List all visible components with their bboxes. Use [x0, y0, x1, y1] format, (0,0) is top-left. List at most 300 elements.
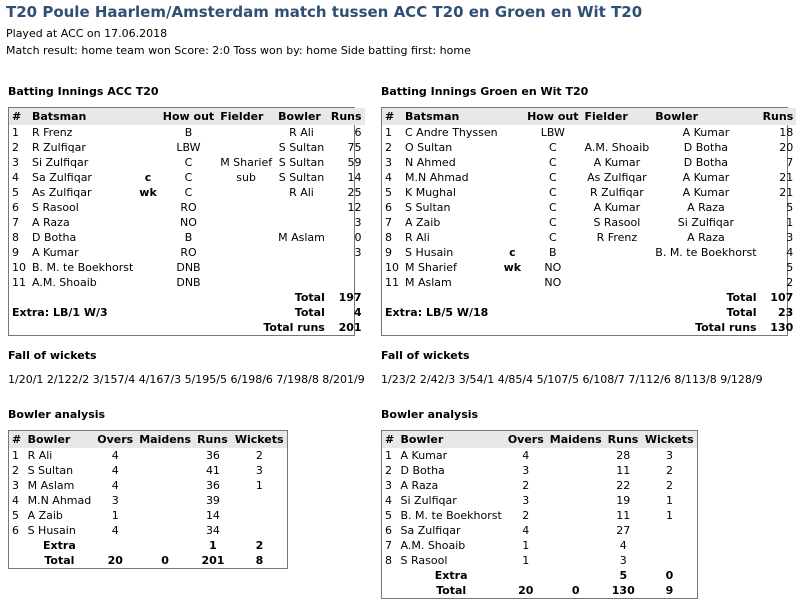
row-num: 1: [12, 126, 19, 139]
row-num: 3: [385, 479, 392, 492]
extras-label: Total: [726, 306, 757, 319]
fielder: S Rasool: [593, 216, 641, 229]
wickets: 1: [665, 494, 673, 507]
maidens: [547, 463, 605, 478]
row-num: 7: [12, 216, 19, 229]
batsman-name: K Mughal: [405, 186, 456, 199]
bowler: [275, 275, 328, 290]
batsman-role: c: [509, 246, 516, 259]
batsman-name: C Andre Thyssen: [405, 126, 498, 139]
how-out: C: [548, 171, 557, 184]
bowler: [275, 215, 328, 230]
overs: 4: [522, 524, 530, 537]
played-info: Played at ACC on 17.06.2018: [6, 27, 168, 40]
fielder: [217, 245, 275, 260]
fielder: [217, 215, 275, 230]
batsman-role: [136, 140, 159, 155]
bowling-row: [382, 478, 697, 493]
batting-row: [9, 275, 365, 290]
runs: 18: [779, 126, 794, 139]
bowler: Si Zulfiqar: [677, 216, 735, 229]
batting-row: [9, 260, 365, 275]
total-runs-value: 201: [338, 321, 362, 334]
how-out: C: [184, 171, 193, 184]
bowl-total-runs: 201: [201, 554, 225, 567]
bowling-row: [9, 493, 287, 508]
bowling-row: [382, 553, 697, 568]
overs: 4: [111, 449, 119, 462]
wickets: [642, 538, 697, 553]
how-out: DNB: [176, 276, 201, 289]
wickets: 1: [255, 479, 263, 492]
row-num: 5: [12, 186, 19, 199]
wickets: [232, 508, 287, 523]
row-num: 9: [385, 246, 392, 259]
row-num: 2: [385, 141, 392, 154]
batsman-role: [501, 230, 524, 245]
wickets: 2: [255, 449, 263, 462]
batting-row: [382, 260, 796, 275]
batting-rows: [382, 125, 796, 290]
batsman-role: [136, 275, 159, 290]
total-runs-label: Total runs: [695, 321, 757, 334]
how-out: C: [548, 186, 557, 199]
fow-text: 1/23/2 2/42/3 3/54/1 4/85/4 5/107/5 6/108/7 7/112/6 8/113/8 9/128/9: [381, 373, 763, 386]
runs: 4: [619, 539, 627, 552]
how-out: C: [184, 156, 193, 169]
batsman-role: [136, 200, 159, 215]
how-out: DNB: [176, 261, 201, 274]
bowler: B. M. te Boekhorst: [655, 246, 757, 259]
fielder: R Zulfiqar: [589, 186, 644, 199]
batting-row: [382, 140, 796, 155]
row-num: 4: [385, 494, 392, 507]
bowler-name: B. M. te Boekhorst: [400, 509, 502, 522]
batsman-name: As Zulfiqar: [32, 186, 92, 199]
runs: 39: [205, 494, 220, 507]
batting-row: [9, 155, 365, 170]
maidens: [136, 523, 194, 538]
row-num: 1: [385, 449, 392, 462]
bowler-name: A.M. Shoaib: [400, 539, 466, 552]
bowler-name: S Rasool: [400, 554, 448, 567]
col-batsman: Batsman: [29, 108, 136, 125]
batsman-role: [136, 155, 159, 170]
row-num: 4: [12, 171, 19, 184]
bowling-row: [9, 478, 287, 493]
how-out: B: [184, 231, 193, 244]
col-howout: How out: [524, 108, 581, 125]
row-num: 8: [12, 231, 19, 244]
total-runs-label: Total runs: [263, 321, 325, 334]
bowling-rows: [9, 448, 287, 538]
runs: 0: [354, 231, 362, 244]
batsman-role: [136, 260, 159, 275]
maidens: [136, 478, 194, 493]
bowl-total-runs: 130: [611, 584, 635, 597]
runs: 28: [616, 449, 631, 462]
total-label: Total: [294, 291, 325, 304]
runs: 36: [205, 479, 220, 492]
batsman-role: wk: [503, 261, 522, 274]
bowler: A Kumar: [682, 186, 730, 199]
col-runs: Runs: [760, 108, 797, 125]
bcol-overs: Overs: [94, 431, 136, 448]
batting-rows: [9, 125, 365, 290]
row-num: 11: [385, 276, 399, 289]
row-num: 5: [12, 509, 19, 522]
overs: 1: [522, 539, 530, 552]
match-result: Match result: home team won Score: 2:0 Toss won by: home Side batting first: home: [6, 44, 471, 57]
maidens: [547, 478, 605, 493]
fielder: A Kumar: [593, 201, 641, 214]
batsman-name: B. M. te Boekhorst: [32, 261, 134, 274]
bowler: A Kumar: [682, 171, 730, 184]
maidens: [547, 493, 605, 508]
row-num: 6: [12, 201, 19, 214]
row-num: 11: [12, 276, 26, 289]
runs: 12: [347, 201, 362, 214]
batting-row: [382, 245, 796, 260]
maidens: [547, 553, 605, 568]
batsman-name: O Sultan: [405, 141, 453, 154]
bcol-num: #: [9, 431, 25, 448]
fow-heading: Fall of wickets: [8, 349, 97, 362]
wickets: 2: [665, 464, 673, 477]
fielder: As Zulfiqar: [587, 171, 647, 184]
runs: 20: [779, 141, 794, 154]
overs: 4: [522, 449, 530, 462]
fielder: [582, 260, 653, 275]
bowler: M Aslam: [278, 231, 325, 244]
total-value: 197: [338, 291, 362, 304]
row-num: 1: [385, 126, 392, 139]
fielder: [582, 245, 653, 260]
runs: 5: [786, 261, 794, 274]
bowler: [275, 245, 328, 260]
batsman-name: S Rasool: [32, 201, 79, 214]
batting-row: [382, 215, 796, 230]
how-out: LBW: [176, 141, 201, 154]
bowler: A Raza: [687, 231, 725, 244]
how-out: C: [184, 186, 193, 199]
bowler: S Sultan: [278, 171, 325, 184]
fielder: [217, 125, 275, 140]
batsman-name: N Ahmed: [405, 156, 456, 169]
col-bowler: Bowler: [652, 108, 759, 125]
runs: 41: [205, 464, 220, 477]
batsman-name: R Zulfiqar: [32, 141, 86, 154]
extras: Extra: LB/5 W/18: [385, 306, 489, 319]
batsman-role: [501, 170, 524, 185]
row-num: 6: [385, 524, 392, 537]
wickets: [642, 553, 697, 568]
bcol-wickets: Wickets: [642, 431, 697, 448]
batting-row: [9, 215, 365, 230]
bowl-total-wickets: 9: [665, 584, 674, 597]
row-num: 7: [385, 539, 392, 552]
bowl-extra-label: Extra: [434, 569, 468, 582]
how-out: RO: [180, 246, 197, 259]
page-title: T20 Poule Haarlem/Amsterdam match tussen ACC T20 en Groen en Wit T20: [6, 3, 643, 21]
how-out: B: [184, 126, 193, 139]
batting-row: [382, 230, 796, 245]
bowler: [652, 260, 759, 275]
bowling-table: [8, 430, 288, 569]
extras: Extra: LB/1 W/3: [12, 306, 108, 319]
row-num: 2: [12, 141, 19, 154]
row-num: 3: [12, 479, 19, 492]
bowl-extra-runs: 5: [619, 569, 628, 582]
bcol-overs: Overs: [505, 431, 547, 448]
innings-heading: Batting Innings Groen en Wit T20: [381, 85, 589, 98]
bowling-row: [382, 523, 697, 538]
how-out: RO: [180, 201, 197, 214]
row-num: 3: [385, 156, 392, 169]
bowling-row: [382, 463, 697, 478]
row-num: 6: [385, 201, 392, 214]
how-out: C: [548, 201, 557, 214]
batsman-name: A.M. Shoaib: [32, 276, 97, 289]
runs: 21: [779, 186, 794, 199]
bowler-name: S Husain: [27, 524, 76, 537]
bcol-runs: Runs: [194, 431, 232, 448]
batting-row: [9, 140, 365, 155]
bcol-bowler: Bowler: [25, 431, 95, 448]
bowler-name: D Botha: [400, 464, 445, 477]
row-num: 9: [12, 246, 19, 259]
bowler-name: Sa Zulfiqar: [400, 524, 461, 537]
bowling-row: [382, 493, 697, 508]
bowling-heading: Bowler analysis: [381, 408, 479, 421]
batsman-name: A Zaib: [405, 216, 441, 229]
batting-table: [8, 107, 362, 336]
fielder: [582, 125, 653, 140]
bowl-total-maidens: 0: [571, 584, 580, 597]
bowler-name: A Zaib: [27, 509, 63, 522]
batsman-name: A Kumar: [32, 246, 79, 259]
overs: 4: [111, 524, 119, 537]
batsman-name: S Sultan: [405, 201, 451, 214]
batsman-role: wk: [139, 186, 157, 199]
bowl-total-label: Total: [44, 554, 75, 567]
batsman-name: M Sharief: [405, 261, 457, 274]
how-out: B: [549, 246, 557, 259]
runs: 25: [347, 186, 362, 199]
innings-heading: Batting Innings ACC T20: [8, 85, 159, 98]
bowl-total-overs: 20: [107, 554, 123, 567]
overs: 1: [522, 554, 530, 567]
row-num: 2: [12, 464, 19, 477]
wickets: 3: [665, 449, 673, 462]
fielder: [217, 185, 275, 200]
batsman-name: M Aslam: [405, 276, 452, 289]
batsman-role: c: [144, 171, 152, 184]
fielder: sub: [236, 171, 256, 184]
wickets: [642, 523, 697, 538]
how-out: C: [548, 231, 557, 244]
batsman-role: [501, 275, 524, 290]
batsman-name: A Raza: [32, 216, 70, 229]
col-num: #: [9, 108, 29, 125]
row-num: 10: [12, 261, 26, 274]
overs: 3: [522, 464, 530, 477]
runs: 36: [205, 449, 220, 462]
runs: 14: [347, 171, 362, 184]
maidens: [547, 538, 605, 553]
runs: 11: [616, 464, 631, 477]
bowl-extra-runs: 1: [209, 539, 217, 552]
col-batsman: Batsman: [402, 108, 501, 125]
runs: 1: [786, 216, 794, 229]
batting-row: [9, 245, 365, 260]
batsman-role: [136, 245, 159, 260]
row-num: 8: [385, 231, 392, 244]
bowler-name: R Ali: [27, 449, 53, 462]
fielder: [217, 200, 275, 215]
how-out: NO: [180, 216, 197, 229]
fielder: [582, 275, 653, 290]
bowler: R Ali: [289, 126, 314, 139]
fielder: R Frenz: [596, 231, 638, 244]
batting-row: [382, 155, 796, 170]
col-num: #: [382, 108, 402, 125]
row-num: 4: [12, 494, 19, 507]
bowl-extra-wickets: 2: [255, 539, 264, 552]
bowler: D Botha: [683, 141, 729, 154]
row-num: 5: [385, 509, 392, 522]
col-runs: Runs: [328, 108, 365, 125]
batsman-role: [501, 215, 524, 230]
bowler: S Sultan: [278, 156, 325, 169]
wickets: 2: [665, 479, 673, 492]
maidens: [136, 463, 194, 478]
extras-label: Total: [294, 306, 325, 319]
runs: 22: [616, 479, 631, 492]
batsman-role: [501, 125, 524, 140]
batting-row: [382, 125, 796, 140]
bcol-maidens: Maidens: [547, 431, 605, 448]
bowl-total-overs: 20: [518, 584, 534, 597]
maidens: [136, 448, 194, 463]
bowling-rows: [382, 448, 697, 568]
bowler: D Botha: [683, 156, 729, 169]
overs: 2: [522, 479, 530, 492]
fielder: [217, 260, 275, 275]
col-howout: How out: [160, 108, 217, 125]
batsman-name: Sa Zulfiqar: [32, 171, 92, 184]
row-num: 7: [385, 216, 392, 229]
batsman-name: Si Zulfiqar: [32, 156, 89, 169]
batsman-role: [501, 185, 524, 200]
total-label: Total: [726, 291, 757, 304]
runs: [328, 260, 365, 275]
bowler: [652, 275, 759, 290]
batsman-role: [136, 125, 159, 140]
batting-row: [9, 200, 365, 215]
col-bowler: Bowler: [275, 108, 328, 125]
bowling-row: [9, 523, 287, 538]
col-fielder: Fielder: [217, 108, 275, 125]
batting-row: [9, 125, 365, 140]
batting-row: [9, 185, 365, 200]
runs: 59: [347, 156, 362, 169]
bowling-row: [9, 508, 287, 523]
fow-text: 1/20/1 2/122/2 3/157/4 4/167/3 5/195/5 6/198/6 7/198/8 8/201/9: [8, 373, 365, 386]
bowler: S Sultan: [278, 141, 325, 154]
runs: 14: [205, 509, 220, 522]
runs: 21: [779, 171, 794, 184]
bcol-bowler: Bowler: [398, 431, 505, 448]
runs: 6: [354, 126, 362, 139]
fielder: A Kumar: [593, 156, 641, 169]
row-num: 10: [385, 261, 399, 274]
row-num: 1: [12, 449, 19, 462]
bcol-runs: Runs: [605, 431, 642, 448]
bcol-maidens: Maidens: [136, 431, 194, 448]
how-out: C: [548, 141, 557, 154]
extras-value: 23: [777, 306, 794, 319]
fielder: A.M. Shoaib: [584, 141, 650, 154]
maidens: [136, 493, 194, 508]
runs: 3: [354, 246, 362, 259]
bowling-row: [9, 448, 287, 463]
row-num: 2: [385, 464, 392, 477]
batsman-role: [136, 230, 159, 245]
overs: 3: [111, 494, 119, 507]
how-out: NO: [544, 276, 562, 289]
batting-row: [382, 185, 796, 200]
batsman-role: [501, 155, 524, 170]
bowler-name: S Sultan: [27, 464, 74, 477]
runs: 3: [619, 554, 627, 567]
how-out: NO: [544, 261, 562, 274]
overs: 1: [111, 509, 119, 522]
bowling-row: [382, 538, 697, 553]
bowling-table: [381, 430, 698, 599]
batting-row: [382, 275, 796, 290]
row-num: 5: [385, 186, 392, 199]
fow-heading: Fall of wickets: [381, 349, 470, 362]
row-num: 6: [12, 524, 19, 537]
bowling-row: [382, 508, 697, 523]
bowler: A Kumar: [682, 126, 730, 139]
bowl-total-wickets: 8: [255, 554, 264, 567]
bowler-name: M.N Ahmad: [27, 494, 92, 507]
fielder: M Sharief: [220, 156, 273, 169]
fielder: [217, 140, 275, 155]
batting-row: [382, 200, 796, 215]
how-out: C: [548, 156, 557, 169]
wickets: 3: [255, 464, 263, 477]
runs: 3: [354, 216, 362, 229]
runs: 19: [616, 494, 631, 507]
bowl-extra-label: Extra: [43, 539, 76, 552]
bowling-row: [382, 448, 697, 463]
runs: 27: [616, 524, 631, 537]
bowling-row: [9, 463, 287, 478]
maidens: [136, 508, 194, 523]
bowl-extra-wickets: 0: [665, 569, 674, 582]
runs: 75: [347, 141, 362, 154]
batting-row: [9, 170, 365, 185]
how-out: C: [548, 216, 557, 229]
bcol-num: #: [382, 431, 398, 448]
batting-table: [381, 107, 794, 336]
total-value: 107: [770, 291, 794, 304]
fielder: [217, 275, 275, 290]
extras-value: 4: [353, 306, 362, 319]
